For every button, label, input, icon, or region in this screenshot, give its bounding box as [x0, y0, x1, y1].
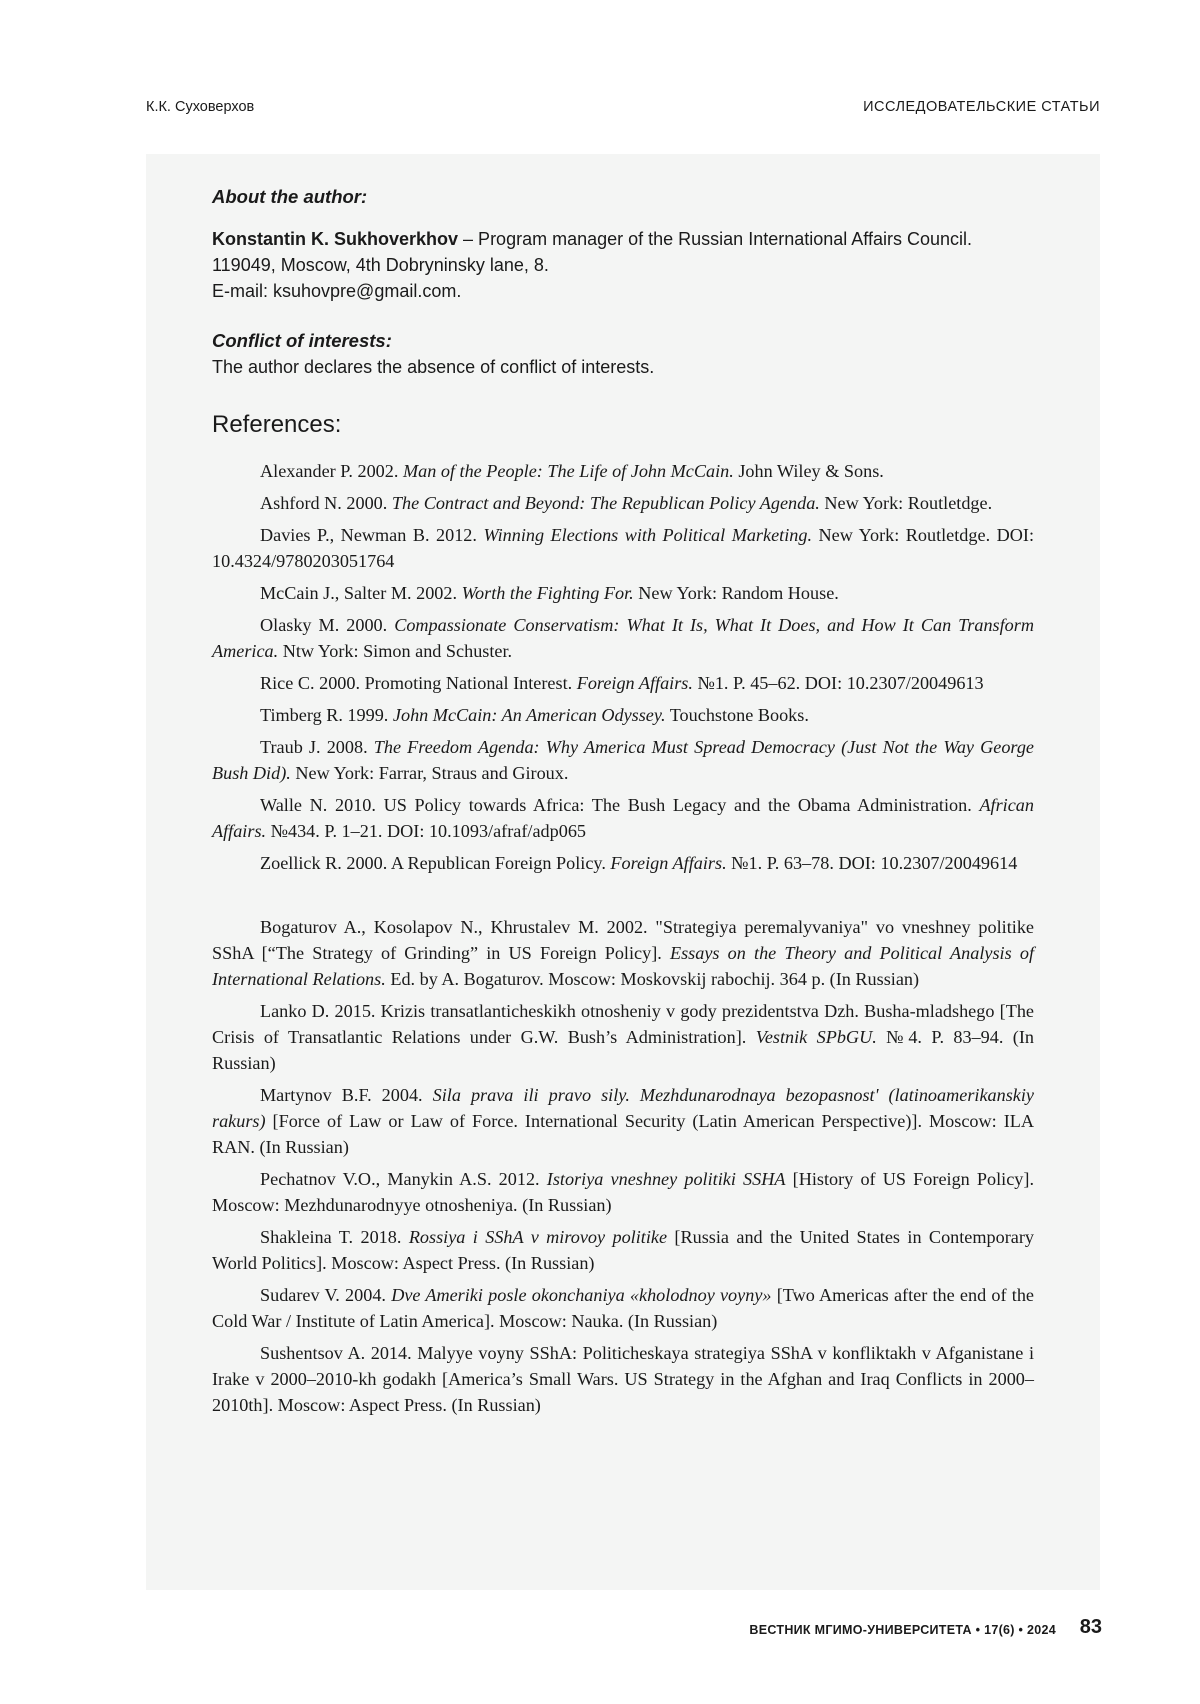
reference-title: Rossiya i SShA v mirovoy politike [409, 1227, 667, 1247]
reference-details: [Russia and the United States in Contemporary World Politics]. Moscow: Aspect Press. (In Russian) [212, 1227, 1034, 1273]
reference-details: New York: Farrar, Straus and Giroux. [291, 763, 569, 783]
article-content [212, 184, 1034, 1424]
reference-details: New York: Routletdge. [820, 493, 992, 513]
reference-title: Dve Ameriki posle okonchaniya «kholodnoy voyny» [391, 1285, 771, 1305]
reference-details: Ed. by A. Bogaturov. Moscow: Moskovskij rabochij. 364 p. (In Russian) [386, 969, 919, 989]
reference-text: Lanko D. 2015. Krizis transatlanticheskikh otnosheniy v gody prezidentstva Dzh. Busha-mladshego [The Crisis of Transatlantic Relations under G.W. Bush’s Administration]. [212, 1001, 1034, 1047]
reference-item [212, 850, 1034, 876]
references-russian [212, 914, 1034, 1418]
reference-item [212, 1224, 1034, 1276]
about-author-label: About the author: [212, 184, 1034, 210]
author-line [212, 226, 1034, 252]
reference-title: Sila prava ili pravo sily. Mezhdunarodnaya bezopasnost' (latinoamerikanskiy rakurs) [212, 1085, 1034, 1131]
reference-text: Bogaturov A., Kosolapov N., Khrustalev M. 2002. "Strategiya peremalyvaniya" vo vneshney politike SShA [“The Strategy of Grinding” in US Foreign Policy]. [212, 917, 1034, 963]
reference-details: John Wiley & Sons. [734, 461, 884, 481]
reference-text: Timberg R. 1999. [260, 705, 393, 725]
reference-details: №434. P. 1–21. DOI: 10.1093/afraf/adp065 [266, 821, 586, 841]
reference-text: Sushentsov A. 2014. Malyye voyny SShA: Politicheskaya strategiya SShA v konfliktakh v Afganistane i Irake v 2000–2010-kh godakh [America’s Small Wars. US Strategy in the Afghan and Iraq Conflicts in 2000–2010th]. Moscow: Aspect Press. (In Russian) [212, 1343, 1034, 1415]
reference-item [212, 458, 1034, 484]
reference-text: Rice C. 2000. Promoting National Interest. [260, 673, 577, 693]
reference-details: [Force of Law or Law of Force. International Security (Latin American Perspective)]. Moscow: ILA RAN. (In Russian) [212, 1111, 1034, 1157]
reference-title: Winning Elections with Political Marketing. [483, 525, 812, 545]
reference-item [212, 1282, 1034, 1334]
references-heading: References: [212, 410, 1034, 440]
author-description: – Program manager of the Russian International Affairs Council. [458, 229, 972, 249]
reference-title: Man of the People: The Life of John McCain. [403, 461, 734, 481]
reference-text: Davies P., Newman B. 2012. [260, 525, 483, 545]
author-info [212, 226, 1034, 304]
footer-journal-name: ВЕСТНИК МГИМО-УНИВЕРСИТЕТА • 17(6) • 2024 [749, 1623, 1056, 1637]
reference-details: New York: Routletdge. DOI: 10.4324/9780203051764 [212, 525, 1034, 571]
reference-item [212, 734, 1034, 786]
reference-title: The Contract and Beyond: The Republican Policy Agenda. [392, 493, 820, 513]
reference-details: New York: Random House. [634, 583, 839, 603]
reference-text: Pechatnov V.O., Manykin A.S. 2012. [260, 1169, 547, 1189]
reference-item [212, 490, 1034, 516]
reference-item [212, 998, 1034, 1076]
reference-item [212, 702, 1034, 728]
reference-text: Ashford N. 2000. [260, 493, 392, 513]
author-name: Konstantin K. Sukhoverkhov [212, 229, 458, 249]
reference-item [212, 914, 1034, 992]
reference-text: Zoellick R. 2000. A Republican Foreign Policy. [260, 853, 610, 873]
reference-title: African Affairs. [212, 795, 1034, 841]
conflict-text: The author declares the absence of conflict of interests. [212, 354, 1034, 380]
reference-details: [Two Americas after the end of the Cold War / Institute of Latin America]. Moscow: Nauka. (In Russian) [212, 1285, 1034, 1331]
reference-title: Vestnik SPbGU. [756, 1027, 877, 1047]
reference-item [212, 670, 1034, 696]
reference-title: Compassionate Conservatism: What It Is, What It Does, and How It Can Transform America. [212, 615, 1034, 661]
reference-title: John McCain: An American Odyssey. [393, 705, 666, 725]
author-address: 119049, Moscow, 4th Dobryninsky lane, 8. [212, 252, 1034, 278]
reference-text: Martynov B.F. 2004. [260, 1085, 433, 1105]
reference-details: №4. P. 83–94. (In Russian) [212, 1027, 1034, 1073]
reference-text: Sudarev V. 2004. [260, 1285, 391, 1305]
reference-text: Shakleina T. 2018. [260, 1227, 409, 1247]
reference-item [212, 612, 1034, 664]
reference-title: Essays on the Theory and Political Analysis of International Relations. [212, 943, 1034, 989]
reference-item [212, 792, 1034, 844]
running-head-section: ИССЛЕДОВАТЕЛЬСКИЕ СТАТЬИ [863, 99, 1100, 115]
reference-details: №1. P. 45–62. DOI: 10.2307/20049613 [693, 673, 984, 693]
reference-title: Foreign Affairs. [610, 853, 726, 873]
reference-text: Olasky M. 2000. [260, 615, 394, 635]
reference-details: №1. P. 63–78. DOI: 10.2307/20049614 [727, 853, 1018, 873]
reference-item [212, 1166, 1034, 1218]
reference-title: Worth the Fighting For. [462, 583, 634, 603]
reference-details: [History of US Foreign Policy]. Moscow: Mezhdunarodnyye otnosheniya. (In Russian) [212, 1169, 1034, 1215]
reference-text: Walle N. 2010. US Policy towards Africa: The Bush Legacy and the Obama Administration. [260, 795, 979, 815]
reference-text: Alexander P. 2002. [260, 461, 403, 481]
conflict-label: Conflict of interests: [212, 328, 1034, 354]
page-number: 83 [1080, 1616, 1102, 1639]
reference-text: Traub J. 2008. [260, 737, 374, 757]
reference-title: The Freedom Agenda: Why America Must Spread Democracy (Just Not the Way George Bush Did). [212, 737, 1034, 783]
reference-details: Touchstone Books. [666, 705, 809, 725]
running-head-author: К.К. Суховерхов [146, 99, 254, 115]
references-english [212, 458, 1034, 876]
reference-item [212, 1082, 1034, 1160]
reference-text: McCain J., Salter M. 2002. [260, 583, 462, 603]
reference-title: Istoriya vneshney politiki SSHA [547, 1169, 786, 1189]
reference-title: Foreign Affairs. [577, 673, 693, 693]
author-email: E-mail: ksuhovpre@gmail.com. [212, 278, 1034, 304]
reference-item [212, 522, 1034, 574]
reference-item [212, 1340, 1034, 1418]
reference-details: Ntw York: Simon and Schuster. [278, 641, 512, 661]
reference-item [212, 580, 1034, 606]
